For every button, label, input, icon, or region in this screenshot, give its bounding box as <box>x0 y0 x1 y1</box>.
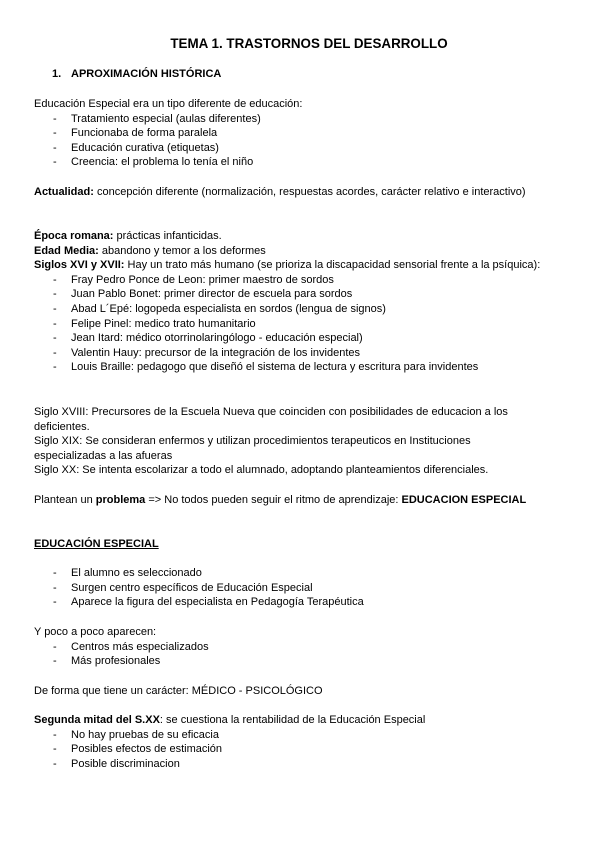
educacion-especial-heading: EDUCACIÓN ESPECIAL <box>34 538 159 550</box>
siglos-label: Siglos XVI y XVII: <box>34 259 125 272</box>
intro-block <box>34 97 544 170</box>
problema-pre: Plantean un <box>34 494 96 506</box>
document-title: TEMA 1. TRASTORNOS DEL DESARROLLO <box>170 36 448 51</box>
list-item: - No hay pruebas de su eficacia <box>34 728 544 743</box>
media-label: Edad Media: <box>34 244 99 257</box>
list-item: - Juan Pablo Bonet: primer director de escuela para sordos <box>34 287 544 302</box>
list-item: - Funcionaba de forma paralela <box>34 126 544 141</box>
list-item: - Abad L´Epé: logopeda especialista en sordos (lengua de signos) <box>34 302 544 317</box>
educacion-especial-bold: EDUCACION ESPECIAL <box>401 494 527 506</box>
intro-text: Educación Especial era un tipo diferente de educación: <box>34 98 303 110</box>
section-heading-text: APROXIMACIÓN HISTÓRICA <box>71 68 222 80</box>
siglos-list <box>34 273 544 375</box>
list-item: - Jean Itard: médico otorrinolaringólogo - educación especial) <box>34 331 544 346</box>
actualidad-paragraph <box>34 185 544 200</box>
poco-a-poco-list <box>34 640 544 669</box>
list-item: - El alumno es seleccionado <box>34 566 544 581</box>
list-item: - Surgen centro específicos de Educación Especial <box>34 581 544 596</box>
section-heading <box>52 67 221 82</box>
problema-paragraph <box>34 493 544 508</box>
caracter-paragraph <box>34 684 544 699</box>
poco-a-poco-block <box>34 625 544 669</box>
list-item: - Tratamiento especial (aulas diferentes) <box>34 112 544 127</box>
segunda-mitad-label: Segunda mitad del S.XX <box>34 714 160 726</box>
siglos-text: Hay un trato más humano (se prioriza la discapacidad sensorial frente a la psíquica): <box>124 259 541 272</box>
segunda-mitad-list <box>34 728 544 772</box>
list-item: - Creencia: el problema lo tenía el niño <box>34 155 544 170</box>
poco-a-poco-text: Y poco a poco aparecen: <box>34 626 157 638</box>
media-text: abandono y temor a los deformes <box>98 244 266 257</box>
list-item: - Louis Braille: pedagogo que diseñó el sistema de lectura y escritura para invidentes <box>34 360 544 375</box>
list-item: - Educación curativa (etiquetas) <box>34 141 544 156</box>
siglo-xviii: Siglo XVIII: Precursores de la Escuela Nueva que coinciden con posibilidades de educacion a los deficientes. <box>34 406 508 433</box>
segunda-mitad-text: : se cuestiona la rentabilidad de la Educación Especial <box>159 714 426 726</box>
list-item: - Posible discriminacion <box>34 757 544 772</box>
problema-bold: problema <box>95 494 146 506</box>
list-item: - Aparece la figura del especialista en Pedagogía Terapéutica <box>34 595 544 610</box>
section-number: 1. <box>52 68 62 80</box>
problema-mid: => No todos pueden seguir el ritmo de aprendizaje: <box>145 494 402 506</box>
siglo-xx: Siglo XX: Se intenta escolarizar a todo el alumnado, adoptando planteamientos diferenciales. <box>34 464 489 477</box>
intro-list <box>34 112 544 170</box>
segunda-mitad-block <box>34 713 544 771</box>
actualidad-label: Actualidad: <box>34 186 94 198</box>
epocas-block <box>34 229 544 375</box>
romana-label: Época romana: <box>34 230 114 242</box>
romana-text: prácticas infanticidas. <box>113 230 222 242</box>
caracter-text: De forma que tiene un carácter: MÉDICO - PSICOLÓGICO <box>34 685 323 697</box>
educacion-especial-list <box>34 566 544 610</box>
list-item: - Fray Pedro Ponce de Leon: primer maestro de sordos <box>34 273 544 288</box>
siglos-block <box>34 405 544 478</box>
educacion-especial-block <box>34 537 544 610</box>
siglo-xix: Siglo XIX: Se consideran enfermos y utilizan procedimientos terapeuticos en Instituciones especializadas a las afueras <box>34 435 471 462</box>
list-item: - Posibles efectos de estimación <box>34 742 544 757</box>
list-item: - Felipe Pinel: medico trato humanitario <box>34 317 544 332</box>
actualidad-text: concepción diferente (normalización, respuestas acordes, carácter relativo e interactivo) <box>93 186 526 198</box>
list-item: - Centros más especializados <box>34 640 544 655</box>
list-item: - Valentin Hauy: precursor de la integración de los invidentes <box>34 346 544 361</box>
list-item: - Más profesionales <box>34 654 544 669</box>
